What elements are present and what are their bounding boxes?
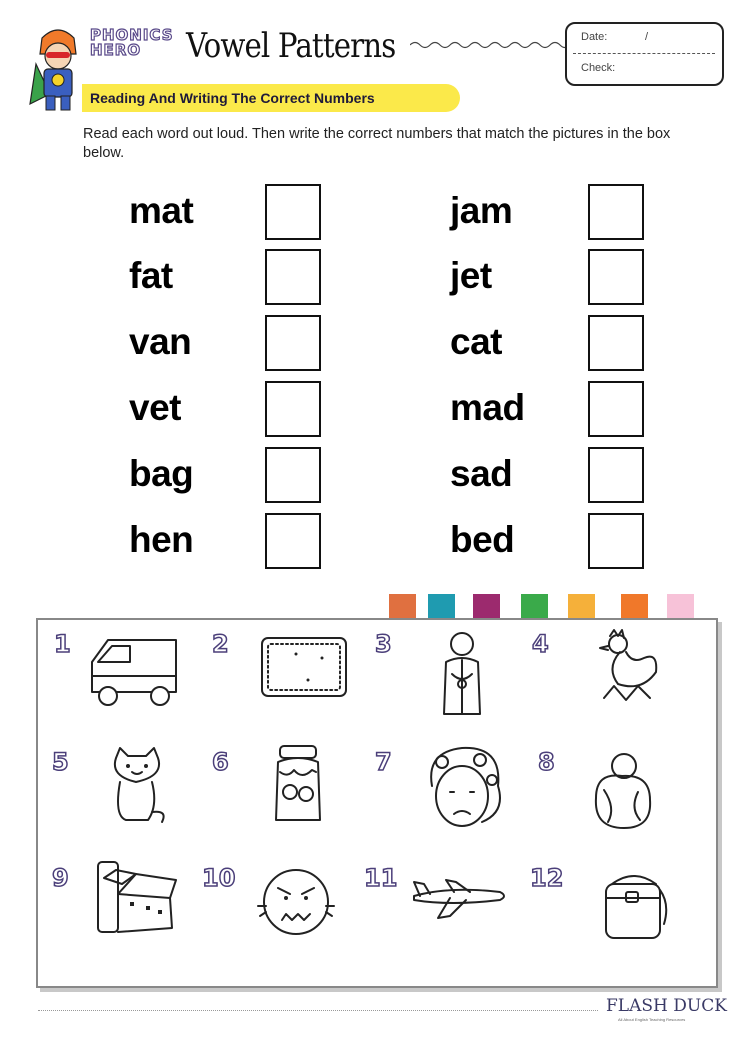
word-cat: cat bbox=[450, 321, 502, 362]
logo-line-2: HERO bbox=[90, 41, 142, 59]
word-jet: jet bbox=[450, 255, 492, 296]
answer-box-mad[interactable] bbox=[588, 381, 644, 437]
picture-number: 1 bbox=[54, 630, 71, 658]
phonics-hero-logo bbox=[90, 28, 172, 58]
picture-number: 3 bbox=[375, 630, 392, 658]
picture-number: 10 bbox=[202, 864, 236, 892]
hen-icon bbox=[598, 628, 662, 704]
answer-box-jet[interactable] bbox=[588, 249, 644, 305]
footer-divider bbox=[38, 1010, 598, 1011]
decorative-squiggle bbox=[410, 38, 568, 52]
date-check-box bbox=[565, 22, 724, 86]
word-sad: sad bbox=[450, 453, 513, 494]
picture-number: 7 bbox=[375, 748, 392, 776]
date-divider bbox=[573, 53, 715, 54]
answer-box-bag[interactable] bbox=[265, 447, 321, 503]
cat-icon bbox=[106, 746, 170, 826]
word-fat: fat bbox=[129, 255, 173, 296]
answer-box-fat[interactable] bbox=[265, 249, 321, 305]
jam-icon bbox=[268, 742, 328, 826]
flashduck-tagline: All About English Teaching Resources bbox=[618, 1017, 686, 1022]
answer-box-bed[interactable] bbox=[588, 513, 644, 569]
flashduck-logo: FLASH DUCK bbox=[606, 996, 727, 1016]
mat-icon bbox=[256, 632, 352, 704]
picture-number: 5 bbox=[52, 748, 69, 776]
logo-line-1: PHONICS bbox=[90, 26, 174, 44]
word-hen: hen bbox=[129, 519, 194, 560]
bag-icon bbox=[598, 864, 670, 944]
picture-number: 12 bbox=[530, 864, 564, 892]
word-mad: mad bbox=[450, 387, 525, 428]
mad-face-icon bbox=[256, 860, 336, 940]
answer-box-cat[interactable] bbox=[588, 315, 644, 371]
date-slash: / bbox=[645, 31, 649, 43]
word-van: van bbox=[129, 321, 192, 362]
picture-panel bbox=[36, 618, 718, 988]
word-bed: bed bbox=[450, 519, 515, 560]
date-label: Date: bbox=[581, 31, 608, 43]
answer-box-hen[interactable] bbox=[265, 513, 321, 569]
picture-number: 4 bbox=[532, 630, 549, 658]
word-mat: mat bbox=[129, 190, 194, 231]
answer-box-mat[interactable] bbox=[265, 184, 321, 240]
subtitle: Reading And Writing The Correct Numbers bbox=[90, 90, 375, 106]
picture-number: 2 bbox=[212, 630, 229, 658]
phonics-hero-mascot-icon bbox=[28, 24, 88, 114]
jet-icon bbox=[410, 872, 510, 922]
answer-box-sad[interactable] bbox=[588, 447, 644, 503]
word-jam: jam bbox=[450, 190, 513, 231]
picture-number: 8 bbox=[538, 748, 555, 776]
sad-face-icon bbox=[422, 742, 506, 834]
bed-icon bbox=[92, 858, 178, 940]
word-bag: bag bbox=[129, 453, 194, 494]
answer-box-vet[interactable] bbox=[265, 381, 321, 437]
answer-box-jam[interactable] bbox=[588, 184, 644, 240]
page-title: Vowel Patterns bbox=[186, 26, 396, 66]
answer-box-van[interactable] bbox=[265, 315, 321, 371]
vet-icon bbox=[434, 628, 490, 724]
picture-number: 11 bbox=[364, 864, 398, 892]
check-label: Check: bbox=[581, 62, 616, 74]
fat-person-icon bbox=[586, 748, 658, 832]
picture-number: 9 bbox=[52, 864, 69, 892]
instructions: Read each word out loud. Then write the correct numbers that match the pictures in the box below. bbox=[83, 126, 671, 161]
picture-number: 6 bbox=[212, 748, 229, 776]
word-vet: vet bbox=[129, 387, 181, 428]
van-icon bbox=[84, 632, 184, 712]
